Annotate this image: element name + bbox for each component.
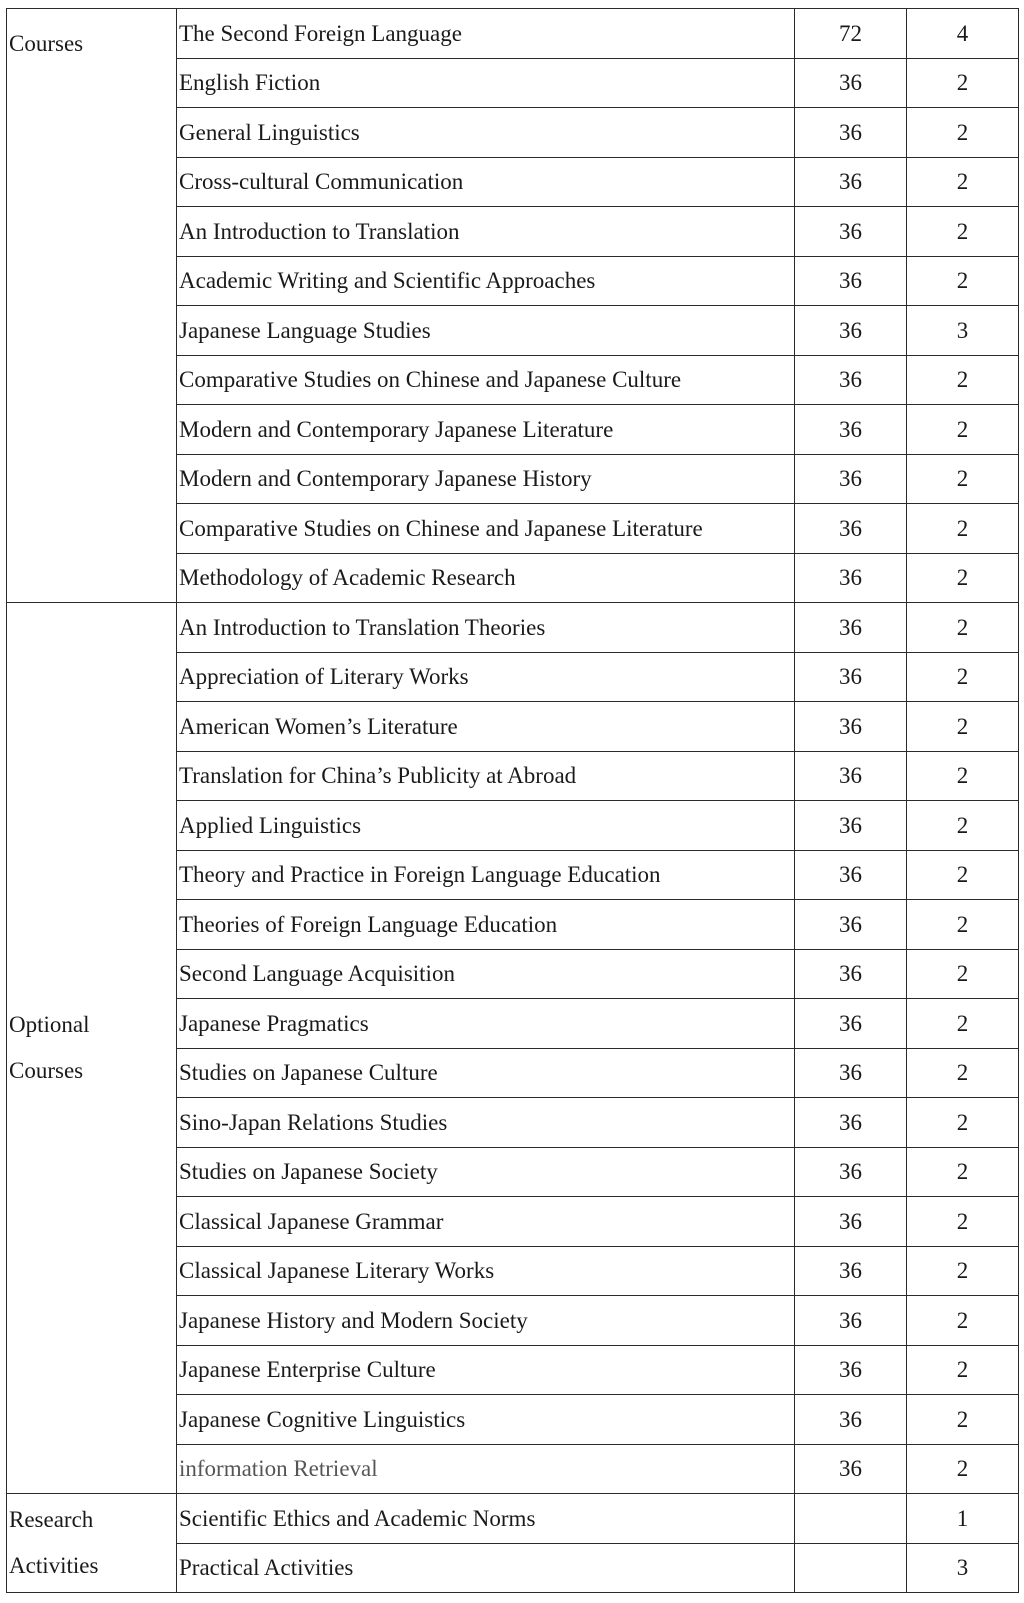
course-hours-cell bbox=[795, 1494, 907, 1544]
course-hours-cell: 36 bbox=[795, 553, 907, 603]
course-credits-cell: 4 bbox=[907, 9, 1019, 59]
course-name-cell: Japanese Enterprise Culture bbox=[177, 1345, 795, 1395]
course-hours-cell: 36 bbox=[795, 801, 907, 851]
course-hours-cell: 36 bbox=[795, 751, 907, 801]
course-name-cell: Theory and Practice in Foreign Language Education bbox=[177, 850, 795, 900]
course-name-cell: Japanese Cognitive Linguistics bbox=[177, 1395, 795, 1445]
course-credits-cell: 2 bbox=[907, 1098, 1019, 1148]
course-hours-cell: 36 bbox=[795, 405, 907, 455]
course-credits-cell: 2 bbox=[907, 1246, 1019, 1296]
course-credits-cell: 2 bbox=[907, 553, 1019, 603]
course-name-cell: Scientific Ethics and Academic Norms bbox=[177, 1494, 795, 1544]
course-credits-cell: 3 bbox=[907, 306, 1019, 356]
course-name-cell: English Fiction bbox=[177, 58, 795, 108]
course-name-cell: Japanese History and Modern Society bbox=[177, 1296, 795, 1346]
course-name-cell: Academic Writing and Scientific Approaches bbox=[177, 256, 795, 306]
table-row bbox=[7, 1494, 1019, 1544]
curriculum-table-body bbox=[7, 9, 1019, 1593]
course-name-cell: Practical Activities bbox=[177, 1543, 795, 1593]
course-name-cell: Applied Linguistics bbox=[177, 801, 795, 851]
course-credits-cell: 2 bbox=[907, 504, 1019, 554]
course-name-cell: Japanese Language Studies bbox=[177, 306, 795, 356]
course-name-cell: Classical Japanese Grammar bbox=[177, 1197, 795, 1247]
course-hours-cell: 36 bbox=[795, 157, 907, 207]
course-name-cell: Translation for China’s Publicity at Abroad bbox=[177, 751, 795, 801]
course-hours-cell: 36 bbox=[795, 1048, 907, 1098]
course-hours-cell: 36 bbox=[795, 1147, 907, 1197]
course-credits-cell: 2 bbox=[907, 108, 1019, 158]
course-credits-cell: 2 bbox=[907, 850, 1019, 900]
course-credits-cell: 2 bbox=[907, 1345, 1019, 1395]
course-hours-cell: 36 bbox=[795, 702, 907, 752]
course-credits-cell: 2 bbox=[907, 157, 1019, 207]
course-hours-cell: 36 bbox=[795, 58, 907, 108]
course-name-cell: Methodology of Academic Research bbox=[177, 553, 795, 603]
course-name-cell: Theories of Foreign Language Education bbox=[177, 900, 795, 950]
course-hours-cell: 36 bbox=[795, 1345, 907, 1395]
course-hours-cell: 36 bbox=[795, 256, 907, 306]
course-credits-cell: 2 bbox=[907, 1444, 1019, 1494]
course-credits-cell: 3 bbox=[907, 1543, 1019, 1593]
course-name-cell: information Retrieval bbox=[177, 1444, 795, 1494]
course-hours-cell: 36 bbox=[795, 1444, 907, 1494]
course-credits-cell: 2 bbox=[907, 1395, 1019, 1445]
course-name-cell: Cross-cultural Communication bbox=[177, 157, 795, 207]
course-name-cell: Appreciation of Literary Works bbox=[177, 652, 795, 702]
course-credits-cell: 2 bbox=[907, 58, 1019, 108]
course-category-cell bbox=[7, 9, 177, 603]
course-name-cell: An Introduction to Translation Theories bbox=[177, 603, 795, 653]
course-credits-cell: 2 bbox=[907, 207, 1019, 257]
course-name-cell: Classical Japanese Literary Works bbox=[177, 1246, 795, 1296]
course-category-cell bbox=[7, 603, 177, 1494]
course-name-cell: Studies on Japanese Society bbox=[177, 1147, 795, 1197]
course-hours-cell: 36 bbox=[795, 1296, 907, 1346]
course-hours-cell: 72 bbox=[795, 9, 907, 59]
curriculum-table bbox=[6, 8, 1019, 1593]
course-category-cell bbox=[7, 1494, 177, 1593]
course-credits-cell: 2 bbox=[907, 1197, 1019, 1247]
course-credits-cell: 2 bbox=[907, 454, 1019, 504]
course-category-label: Activities bbox=[9, 1553, 99, 1578]
course-credits-cell: 1 bbox=[907, 1494, 1019, 1544]
course-credits-cell: 2 bbox=[907, 652, 1019, 702]
course-name-cell: General Linguistics bbox=[177, 108, 795, 158]
course-name-cell: Comparative Studies on Chinese and Japanese Literature bbox=[177, 504, 795, 554]
course-hours-cell: 36 bbox=[795, 355, 907, 405]
course-hours-cell: 36 bbox=[795, 108, 907, 158]
course-name-cell: Studies on Japanese Culture bbox=[177, 1048, 795, 1098]
course-hours-cell: 36 bbox=[795, 1098, 907, 1148]
course-hours-cell bbox=[795, 1543, 907, 1593]
course-category-label: Research bbox=[9, 1507, 94, 1532]
course-name-cell: American Women’s Literature bbox=[177, 702, 795, 752]
course-credits-cell: 2 bbox=[907, 603, 1019, 653]
course-name-cell: Second Language Acquisition bbox=[177, 949, 795, 999]
course-hours-cell: 36 bbox=[795, 504, 907, 554]
course-name-cell: Comparative Studies on Chinese and Japanese Culture bbox=[177, 355, 795, 405]
course-name-cell: Modern and Contemporary Japanese History bbox=[177, 454, 795, 504]
course-hours-cell: 36 bbox=[795, 207, 907, 257]
course-credits-cell: 2 bbox=[907, 702, 1019, 752]
course-hours-cell: 36 bbox=[795, 652, 907, 702]
course-hours-cell: 36 bbox=[795, 850, 907, 900]
course-hours-cell: 36 bbox=[795, 603, 907, 653]
course-name-cell: The Second Foreign Language bbox=[177, 9, 795, 59]
course-hours-cell: 36 bbox=[795, 900, 907, 950]
course-name-cell: Sino-Japan Relations Studies bbox=[177, 1098, 795, 1148]
course-hours-cell: 36 bbox=[795, 454, 907, 504]
course-name-cell: Modern and Contemporary Japanese Literature bbox=[177, 405, 795, 455]
course-credits-cell: 2 bbox=[907, 405, 1019, 455]
course-name-cell: An Introduction to Translation bbox=[177, 207, 795, 257]
course-hours-cell: 36 bbox=[795, 306, 907, 356]
course-credits-cell: 2 bbox=[907, 1147, 1019, 1197]
course-credits-cell: 2 bbox=[907, 900, 1019, 950]
course-hours-cell: 36 bbox=[795, 1395, 907, 1445]
course-credits-cell: 2 bbox=[907, 355, 1019, 405]
course-hours-cell: 36 bbox=[795, 949, 907, 999]
course-category-label: Optional bbox=[9, 1012, 90, 1037]
course-credits-cell: 2 bbox=[907, 1048, 1019, 1098]
course-credits-cell: 2 bbox=[907, 256, 1019, 306]
table-row bbox=[7, 603, 1019, 653]
course-credits-cell: 2 bbox=[907, 999, 1019, 1049]
course-hours-cell: 36 bbox=[795, 1246, 907, 1296]
course-hours-cell: 36 bbox=[795, 999, 907, 1049]
table-row bbox=[7, 9, 1019, 59]
course-credits-cell: 2 bbox=[907, 949, 1019, 999]
course-category-label: Courses bbox=[9, 31, 84, 56]
course-name-cell: Japanese Pragmatics bbox=[177, 999, 795, 1049]
course-category-label: Courses bbox=[9, 1058, 84, 1083]
course-credits-cell: 2 bbox=[907, 801, 1019, 851]
course-credits-cell: 2 bbox=[907, 1296, 1019, 1346]
course-hours-cell: 36 bbox=[795, 1197, 907, 1247]
course-credits-cell: 2 bbox=[907, 751, 1019, 801]
